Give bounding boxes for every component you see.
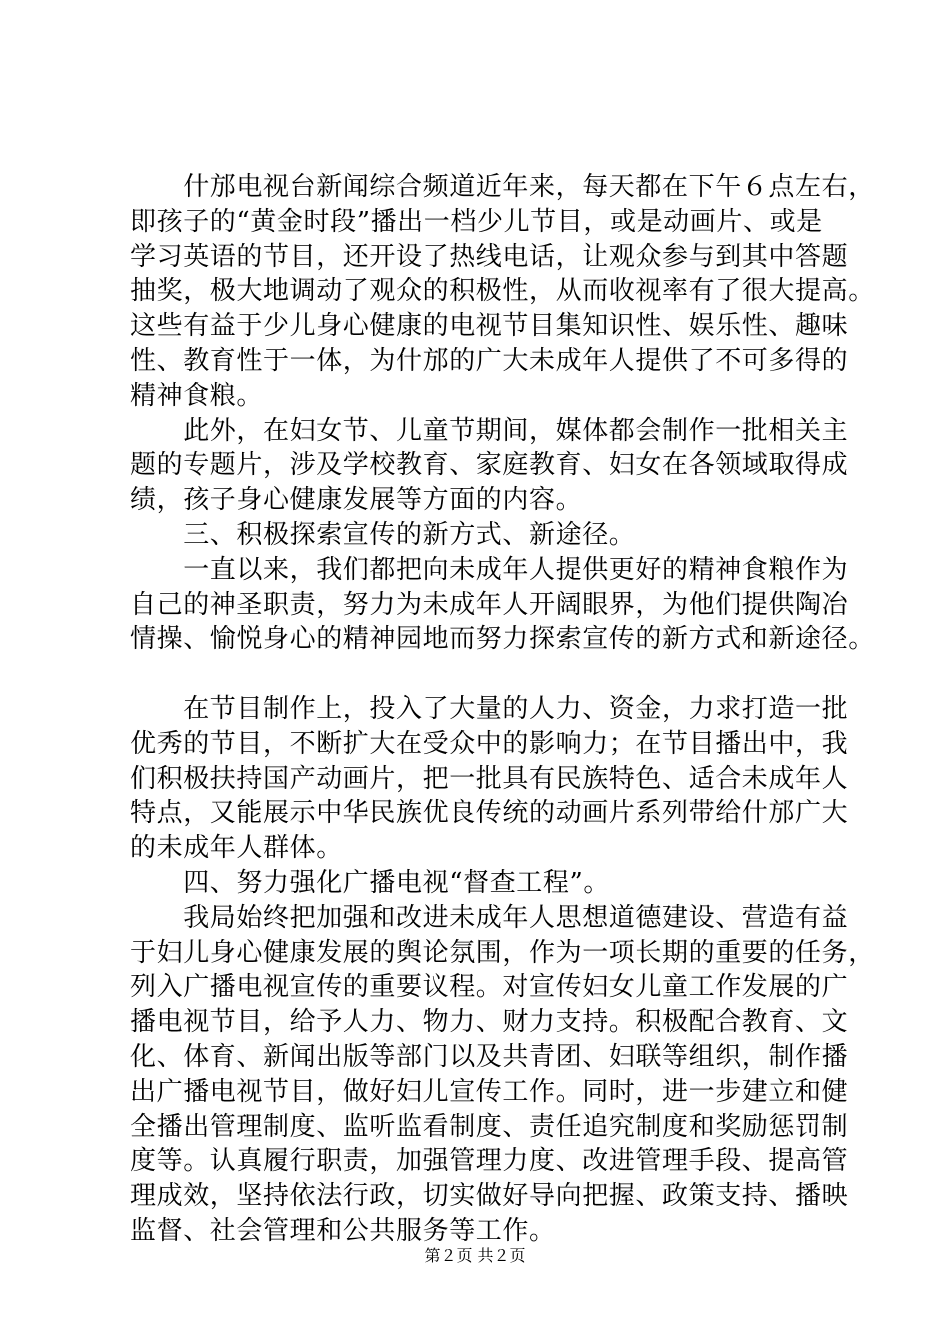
text-line: 一直以来，我们都把向未成年人提供更好的精神食粮作为 — [130, 554, 849, 585]
page-footer: 第２页 共２页 — [424, 1246, 526, 1265]
text-line: 此外，在妇女节、儿童节期间，媒体都会制作一批相关主 — [130, 415, 849, 446]
text-line: 于妇儿身心健康发展的舆论氛围，作为一项长期的重要的任务， — [130, 937, 875, 968]
text-line: 度等。认真履行职责，加强管理力度、改进管理手段、提高管 — [130, 1146, 849, 1177]
text-line: 全播出管理制度、监听监看制度、责任追究制度和奖励惩罚制 — [130, 1111, 849, 1142]
text-line: 出广播电视节目，做好妇儿宣传工作。同时，进一步建立和健 — [130, 1076, 849, 1107]
text-line: 优秀的节目，不断扩大在受众中的影响力；在节目播出中，我 — [130, 728, 849, 759]
text-line: 性、教育性于一体，为什邡的广大未成年人提供了不可多得的 — [130, 345, 849, 376]
text-line: 即孩子的“黄金时段”播出一档少儿节目，或是动画片、或是 — [130, 206, 823, 237]
text-line: 监督、社会管理和公共服务等工作。 — [130, 1215, 556, 1246]
text-line: 情操、愉悦身心的精神园地而努力探索宣传的新方式和新途径。 — [130, 624, 875, 655]
text-line: 抽奖，极大地调动了观众的积极性，从而收视率有了很大提高。 — [130, 276, 875, 307]
text-line: 播电视节目，给予人力、物力、财力支持。积极配合教育、文 — [130, 1007, 849, 1038]
text-line: 这些有益于少儿身心健康的电视节目集知识性、娱乐性、趣味 — [130, 311, 849, 342]
text-line: 四、努力强化广播电视“督查工程”。 — [130, 867, 610, 898]
text-line: 的未成年人群体。 — [130, 833, 343, 864]
text-line: 题的专题片，涉及学校教育、家庭教育、妇女在各领域取得成 — [130, 450, 849, 481]
document-body — [130, 170, 875, 1249]
text-line: 我局始终把加强和改进未成年人思想道德建设、营造有益 — [130, 902, 849, 933]
text-line: 学习英语的节目，还开设了热线电话，让观众参与到其中答题 — [130, 241, 849, 272]
text-line: 化、体育、新闻出版等部门以及共青团、妇联等组织，制作播 — [130, 1041, 849, 1072]
text-line: 特点，又能展示中华民族优良传统的动画片系列带给什邡广大 — [130, 798, 849, 829]
text-line: 精神食粮。 — [130, 380, 264, 411]
text-line: 什邡电视台新闻综合频道近年来，每天都在下午６点左右， — [130, 172, 875, 202]
blank-line — [130, 657, 842, 692]
text-line: 列入广播电视宣传的重要议程。对宣传妇女儿童工作发展的广 — [130, 972, 849, 1003]
text-line: 三、积极探索宣传的新方式、新途径。 — [130, 519, 636, 550]
text-line: 在节目制作上，投入了大量的人力、资金，力求打造一批 — [130, 693, 849, 724]
text-line: 理成效，坚持依法行政，切实做好导向把握、政策支持、播映 — [130, 1181, 849, 1212]
text-line: 绩，孩子身心健康发展等方面的内容。 — [130, 485, 583, 516]
text-line: 们积极扶持国产动画片，把一批具有民族特色、适合未成年人 — [130, 763, 849, 794]
text-line: 自己的神圣职责，努力为未成年人开阔眼界，为他们提供陶冶 — [130, 589, 849, 620]
